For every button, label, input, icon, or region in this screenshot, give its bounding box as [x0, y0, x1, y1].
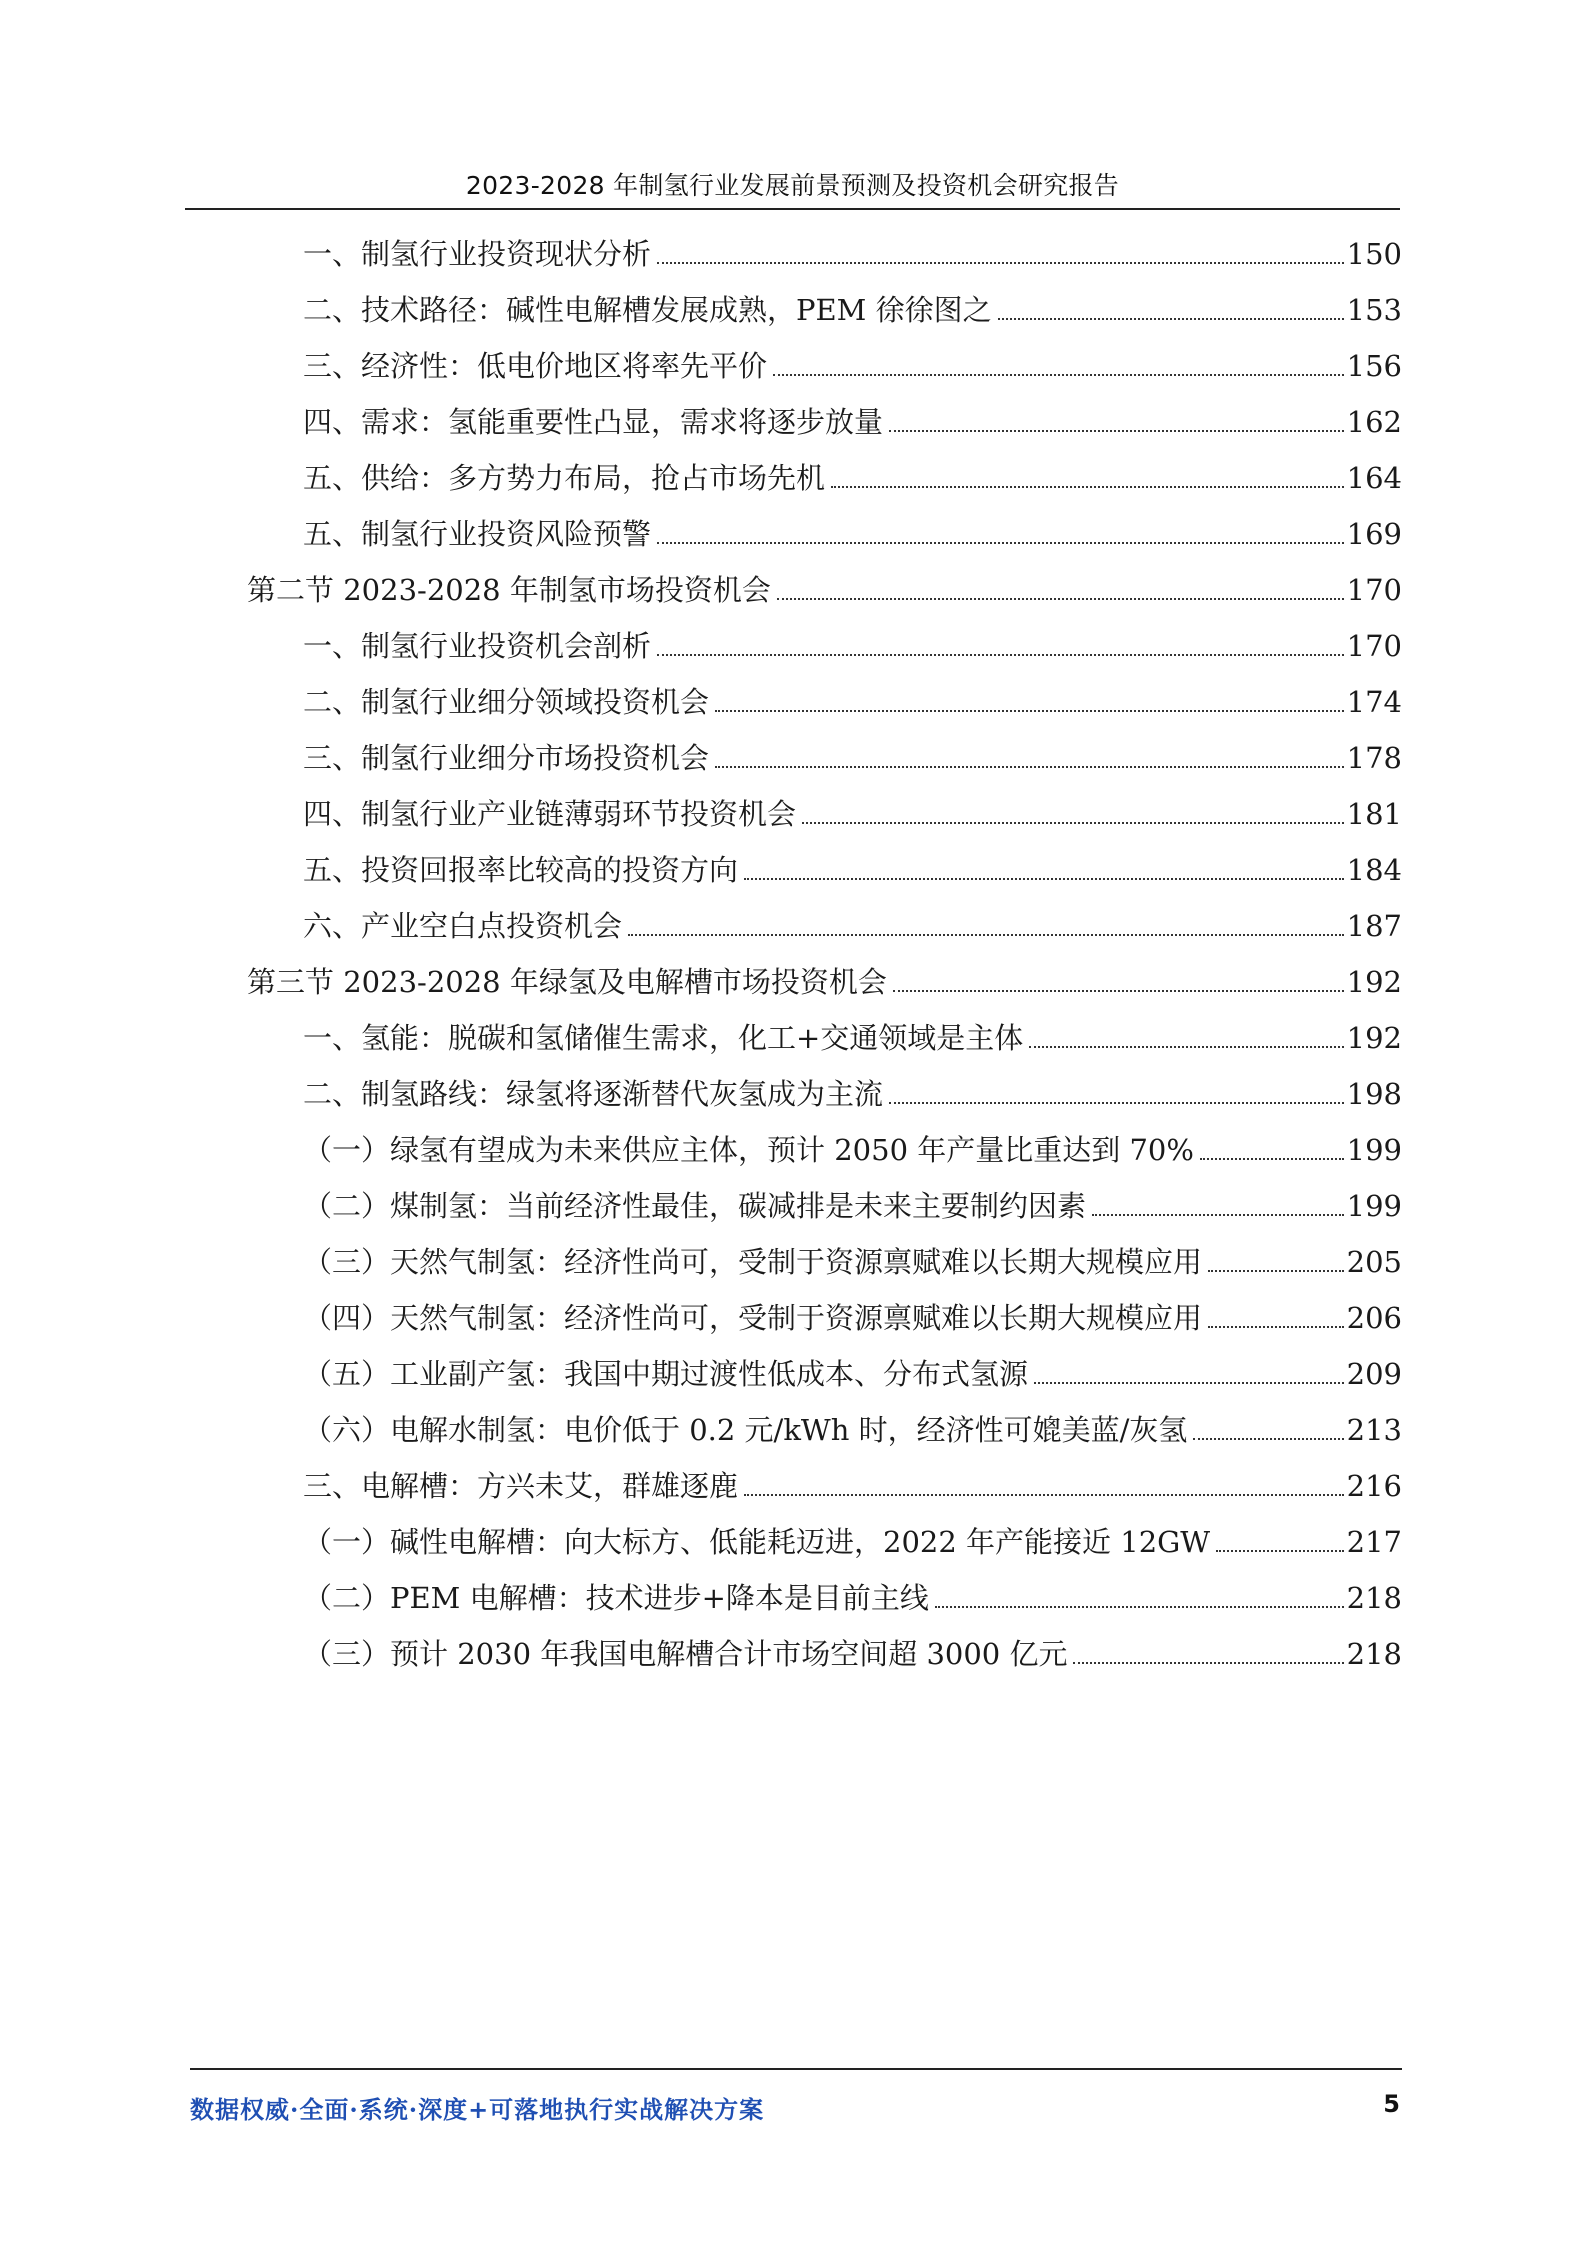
toc-entry-label: 一、氢能：脱碳和氢储催生需求，化工+交通领域是主体	[303, 1021, 1024, 1055]
dot-leader	[1208, 1270, 1344, 1272]
toc-entry-label: 三、制氢行业细分市场投资机会	[303, 741, 710, 775]
toc-entry-page: 198	[1346, 1077, 1402, 1111]
dot-leader	[657, 262, 1344, 264]
toc-subentry[interactable]	[303, 1506, 1402, 1562]
toc-entry-page: 205	[1346, 1245, 1402, 1279]
dot-leader	[889, 1102, 1344, 1104]
dot-leader	[889, 430, 1344, 432]
dot-leader	[935, 1606, 1344, 1608]
toc-entry-page: 218	[1346, 1581, 1402, 1615]
toc-entry-page: 218	[1346, 1637, 1402, 1671]
dot-leader	[657, 654, 1344, 656]
toc-entry-label: 五、供给：多方势力布局，抢占市场先机	[303, 461, 826, 495]
toc-subentry[interactable]	[303, 1394, 1402, 1450]
toc-entry[interactable]	[303, 722, 1402, 778]
toc-entry-label: 四、制氢行业产业链薄弱环节投资机会	[303, 797, 797, 831]
toc-section-entry[interactable]	[247, 946, 1402, 1002]
report-title: 2023-2028 年制氢行业发展前景预测及投资机会研究报告	[465, 171, 1120, 200]
dot-leader	[1193, 1438, 1343, 1440]
toc-entry-label: （六）电解水制氢：电价低于 0.2 元/kWh 时，经济性可媲美蓝/灰氢	[303, 1413, 1188, 1447]
toc-entry[interactable]	[303, 834, 1402, 890]
dot-leader	[1216, 1550, 1344, 1552]
toc-entry-label: （三）天然气制氢：经济性尚可，受制于资源禀赋难以长期大规模应用	[303, 1245, 1203, 1279]
toc-entry-label: （二）PEM 电解槽：技术进步+降本是目前主线	[303, 1581, 929, 1615]
toc-entry[interactable]	[303, 1058, 1402, 1114]
toc-entry-label: （五）工业副产氢：我国中期过渡性低成本、分布式氢源	[303, 1357, 1029, 1391]
footer-slogan: 数据权威·全面·系统·深度+可落地执行实战解决方案	[190, 2095, 765, 2124]
toc-entry-label: 五、投资回报率比较高的投资方向	[303, 853, 739, 887]
toc-entry-page: 170	[1346, 629, 1402, 663]
toc-entry-page: 164	[1346, 461, 1402, 495]
toc-entry[interactable]	[303, 274, 1402, 330]
toc-entry-page: 156	[1346, 349, 1402, 383]
toc-subentry[interactable]	[303, 1282, 1402, 1338]
dot-leader	[715, 766, 1344, 768]
toc-entry-label: 六、产业空白点投资机会	[303, 909, 623, 943]
dot-leader	[802, 822, 1344, 824]
toc-subentry[interactable]	[303, 1618, 1402, 1674]
toc-entry-label: 五、制氢行业投资风险预警	[303, 517, 652, 551]
toc-entry[interactable]	[303, 890, 1402, 946]
toc-entry[interactable]	[303, 610, 1402, 666]
toc-entry-label: （一）碱性电解槽：向大标方、低能耗迈进，2022 年产能接近 12GW	[303, 1525, 1211, 1559]
toc-entry-page: 216	[1346, 1469, 1402, 1503]
toc-entry-page: 170	[1346, 573, 1402, 607]
toc-entry-label: 二、制氢行业细分领域投资机会	[303, 685, 710, 719]
dot-leader	[1073, 1662, 1343, 1664]
toc-entry[interactable]	[303, 218, 1402, 274]
footer-divider	[190, 2068, 1402, 2070]
toc-entry-page: 199	[1346, 1189, 1402, 1223]
dot-leader	[773, 374, 1344, 376]
toc-entry-label: 二、技术路径：碱性电解槽发展成熟，PEM 徐徐图之	[303, 293, 992, 327]
toc-entry-label: 四、需求：氢能重要性凸显，需求将逐步放量	[303, 405, 884, 439]
toc-entry-page: 192	[1346, 1021, 1402, 1055]
toc-entry-page: 174	[1346, 685, 1402, 719]
toc-entry-page: 178	[1346, 741, 1402, 775]
dot-leader	[628, 934, 1344, 936]
toc-entry-page: 206	[1346, 1301, 1402, 1335]
toc-entry[interactable]	[303, 778, 1402, 834]
toc-entry-label: 一、制氢行业投资现状分析	[303, 237, 652, 271]
toc-entry-page: 162	[1346, 405, 1402, 439]
toc-section-entry[interactable]	[247, 554, 1402, 610]
toc-subentry[interactable]	[303, 1114, 1402, 1170]
toc-entry[interactable]	[303, 330, 1402, 386]
toc-entry-page: 150	[1346, 237, 1402, 271]
dot-leader	[1029, 1046, 1343, 1048]
dot-leader	[1034, 1382, 1344, 1384]
toc-entry-label: （一）绿氢有望成为未来供应主体，预计 2050 年产量比重达到 70%	[303, 1133, 1194, 1167]
toc-entry[interactable]	[303, 1450, 1402, 1506]
dot-leader	[893, 990, 1344, 992]
toc-entry-page: 209	[1346, 1357, 1402, 1391]
dot-leader	[744, 878, 1344, 880]
toc-entry[interactable]	[303, 386, 1402, 442]
toc-entry-label: 二、制氢路线：绿氢将逐渐替代灰氢成为主流	[303, 1077, 884, 1111]
toc-entry-page: 153	[1346, 293, 1402, 327]
toc-entry-label: 第二节 2023-2028 年制氢市场投资机会	[247, 573, 771, 607]
toc-entry-label: （四）天然气制氢：经济性尚可，受制于资源禀赋难以长期大规模应用	[303, 1301, 1203, 1335]
toc-entry-label: （三）预计 2030 年我国电解槽合计市场空间超 3000 亿元	[303, 1637, 1068, 1671]
toc-entry[interactable]	[303, 666, 1402, 722]
toc-entry-page: 217	[1346, 1525, 1402, 1559]
toc-entry-page: 213	[1346, 1413, 1402, 1447]
toc-entry[interactable]	[303, 442, 1402, 498]
dot-leader	[715, 710, 1344, 712]
toc-entry-label: （二）煤制氢：当前经济性最佳，碳减排是未来主要制约因素	[303, 1189, 1087, 1223]
toc-subentry[interactable]	[303, 1338, 1402, 1394]
toc-entry-page: 181	[1346, 797, 1402, 831]
toc-entry-page: 169	[1346, 517, 1402, 551]
dot-leader	[831, 486, 1344, 488]
page-header	[185, 160, 1400, 210]
toc-entry-label: 三、电解槽：方兴未艾，群雄逐鹿	[303, 1469, 739, 1503]
toc-entry-page: 192	[1346, 965, 1402, 999]
dot-leader	[777, 598, 1344, 600]
toc-entry-label: 第三节 2023-2028 年绿氢及电解槽市场投资机会	[247, 965, 887, 999]
toc-entry-page: 199	[1346, 1133, 1402, 1167]
toc-subentry[interactable]	[303, 1562, 1402, 1618]
dot-leader	[1092, 1214, 1344, 1216]
dot-leader	[1200, 1158, 1344, 1160]
page-number: 5	[1383, 2090, 1400, 2118]
toc-entry-label: 三、经济性：低电价地区将率先平价	[303, 349, 768, 383]
dot-leader	[1208, 1326, 1344, 1328]
toc-subentry[interactable]	[303, 1226, 1402, 1282]
toc-entry-label: 一、制氢行业投资机会剖析	[303, 629, 652, 663]
toc-entry[interactable]	[303, 498, 1402, 554]
toc-entry[interactable]	[303, 1002, 1402, 1058]
dot-leader	[744, 1494, 1344, 1496]
dot-leader	[657, 542, 1344, 544]
dot-leader	[998, 318, 1344, 320]
toc-subentry[interactable]	[303, 1170, 1402, 1226]
toc-entry-page: 184	[1346, 853, 1402, 887]
toc-entry-page: 187	[1346, 909, 1402, 943]
